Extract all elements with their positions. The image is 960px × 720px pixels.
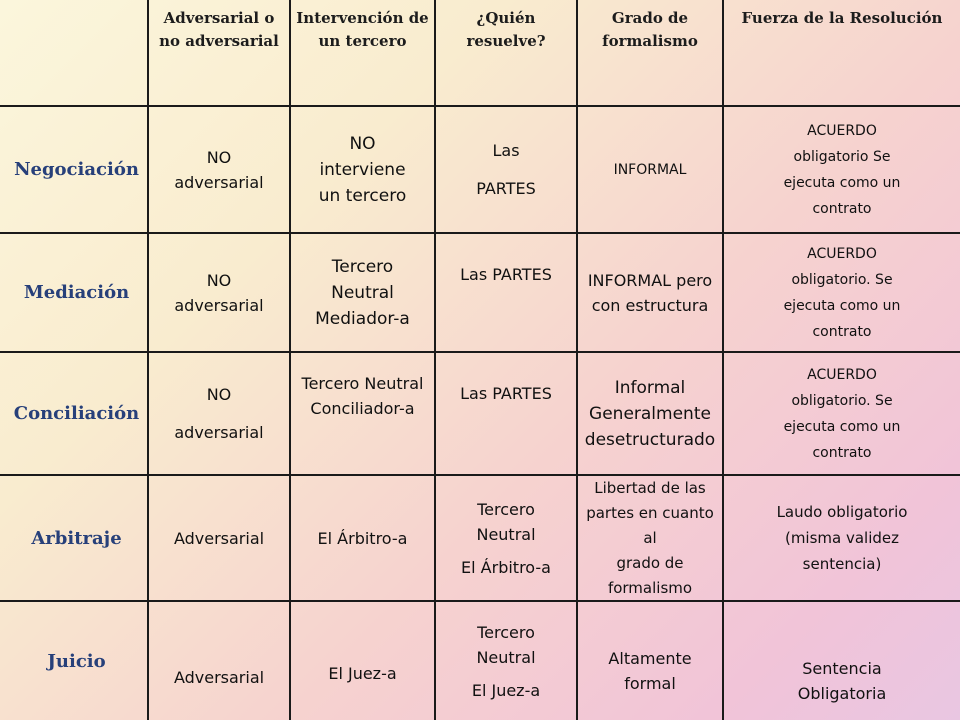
text-line: Neutral — [331, 282, 394, 303]
text-line: Conciliador-a — [310, 399, 415, 418]
text-line: contrato — [812, 200, 872, 217]
text-line: El Juez-a — [328, 664, 397, 683]
cell-tercero — [291, 107, 436, 234]
header-adversarial: Adversarial o no adversarial — [149, 0, 291, 107]
cell-fuerza — [724, 476, 960, 602]
text-line: Las PARTES — [460, 384, 552, 403]
text-line: Tercero — [477, 499, 535, 519]
text-line: adversarial — [174, 172, 264, 192]
cell-adversarial — [149, 234, 291, 353]
cell-adversarial — [149, 476, 291, 602]
text-line: INFORMAL pero — [587, 270, 713, 290]
text-line: Laudo obligatorio — [776, 503, 908, 521]
cell-fuerza — [724, 602, 960, 720]
text-line: NO — [349, 133, 376, 154]
cell-quien — [436, 353, 578, 476]
cell-quien — [436, 234, 578, 353]
cell-tercero — [291, 476, 436, 602]
row-label-negociacion: Negociación — [0, 107, 149, 234]
text-line: Altamente formal — [608, 649, 692, 693]
text-line: Libertad de las — [594, 478, 706, 497]
cell-adversarial — [149, 602, 291, 720]
text-line: El Juez-a — [471, 680, 541, 700]
cell-fuerza — [724, 234, 960, 353]
header-quien: ¿Quién resuelve? — [436, 0, 578, 107]
cell-tercero — [291, 353, 436, 476]
header-formalismo: Grado de formalismo — [578, 0, 724, 107]
header-corner — [0, 0, 149, 107]
text-line: obligatorio. Se — [791, 271, 893, 288]
text-line: contrato — [812, 444, 872, 461]
text-line: Generalmente — [589, 403, 711, 424]
cell-formalismo — [578, 107, 724, 234]
cell-fuerza — [724, 107, 960, 234]
cell-formalismo — [578, 602, 724, 720]
cell-formalismo — [578, 234, 724, 353]
cell-quien — [436, 602, 578, 720]
header-fuerza: Fuerza de la Resolución — [724, 0, 960, 107]
text-line: ACUERDO — [807, 245, 877, 262]
text-line: Sentencia — [802, 659, 882, 678]
text-line: obligatorio. Se — [791, 392, 893, 409]
cell-tercero — [291, 602, 436, 720]
cell-adversarial — [149, 107, 291, 234]
cell-fuerza — [724, 353, 960, 476]
text-line: Informal — [614, 377, 686, 398]
text-line: contrato — [812, 323, 872, 340]
text-line: sentencia) — [802, 555, 882, 573]
text-line: ejecuta como un — [783, 174, 901, 191]
text-line: Adversarial — [173, 668, 265, 687]
text-line: grado de formalismo — [607, 553, 693, 597]
text-line: Tercero — [331, 256, 394, 277]
text-line: PARTES — [476, 178, 536, 198]
text-line: desetructurado — [584, 429, 716, 450]
cell-quien — [436, 107, 578, 234]
text-line: ACUERDO — [807, 122, 877, 139]
text-line: obligatorio Se — [793, 148, 891, 165]
cell-formalismo — [578, 476, 724, 602]
text-line: Tercero — [477, 622, 535, 642]
cell-formalismo — [578, 353, 724, 476]
text-line: (misma validez — [784, 529, 900, 547]
text-line: ejecuta como un — [783, 297, 901, 314]
text-line: un tercero — [318, 185, 407, 206]
text-line: NO — [206, 384, 232, 404]
text-line: El Árbitro-a — [461, 557, 551, 577]
row-label-arbitraje: Arbitraje — [0, 476, 149, 602]
header-tercero: Intervención de un tercero — [291, 0, 436, 107]
text-line: Adversarial — [173, 528, 265, 548]
text-line: adversarial — [174, 295, 264, 315]
text-line: Las PARTES — [460, 265, 552, 284]
text-line: adversarial — [174, 422, 264, 442]
text-line: partes en cuanto al — [586, 503, 714, 547]
text-line: con estructura — [591, 295, 709, 315]
row-label-conciliacion: Conciliación — [0, 353, 149, 476]
text-line: NO — [206, 147, 232, 167]
text-line: INFORMAL — [613, 161, 687, 178]
text-line: El Árbitro-a — [317, 528, 408, 548]
text-line: Neutral — [476, 524, 536, 544]
cell-tercero — [291, 234, 436, 353]
text-line: Neutral — [476, 647, 536, 667]
text-line: Obligatoria — [797, 684, 887, 703]
text-line: NO — [206, 270, 232, 290]
text-line: ejecuta como un — [783, 418, 901, 435]
text-line: ACUERDO — [807, 366, 877, 383]
text-line: Las — [492, 140, 520, 160]
text-line: interviene — [319, 159, 406, 180]
text-line: Mediador-a — [315, 308, 410, 329]
text-line: Tercero Neutral — [301, 374, 424, 393]
cell-adversarial — [149, 353, 291, 476]
row-label-mediacion: Mediación — [0, 234, 149, 353]
row-label-juicio: Juicio — [0, 602, 149, 720]
cell-quien — [436, 476, 578, 602]
